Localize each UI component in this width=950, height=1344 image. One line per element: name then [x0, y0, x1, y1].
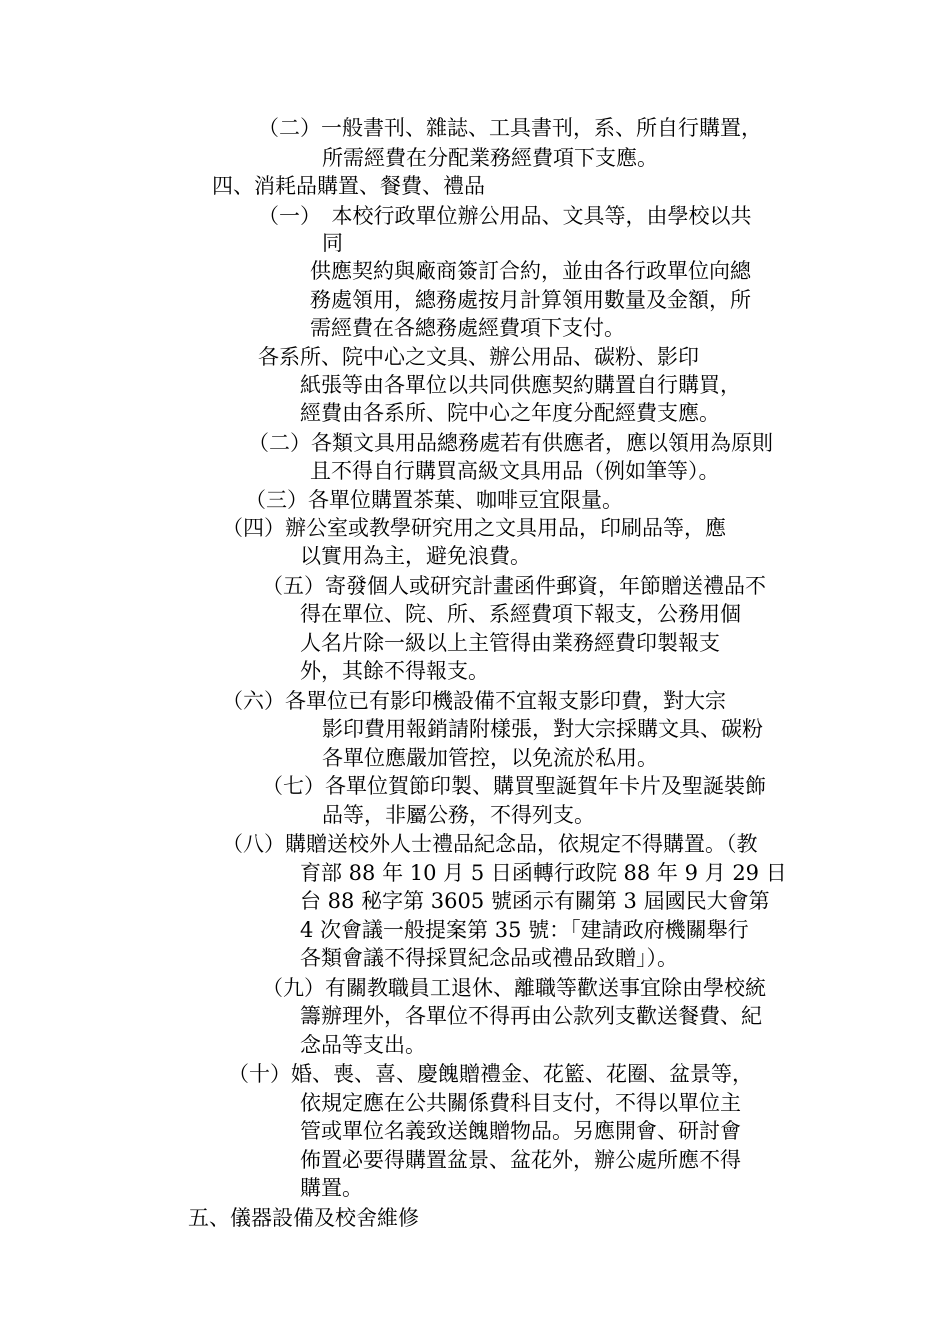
text-line: 經費由各系所、院中心之年度分配經費支應。 — [300, 401, 720, 425]
text-line: （五）寄發個人或研究計畫函件郵資，年節贈送禮品不 — [262, 574, 766, 598]
text-line: 以實用為主，避免浪費。 — [300, 544, 531, 568]
text-line: （七）各單位賀節印製、購買聖誕賀年卡片及聖誕裝飾 — [262, 774, 766, 798]
text-line: 紙張等由各單位以共同供應契約購置自行購買， — [300, 373, 741, 397]
text-line: 4 次會議一般提案第 35 號：「建請政府機關舉行 — [300, 918, 749, 942]
text-line: （一） 本校行政單位辦公用品、文具等，由學校以共 — [258, 204, 752, 228]
text-line: 影印費用報銷請附樣張，對大宗採購文具、碳粉 — [322, 717, 763, 741]
text-line: （二）一般書刊、雜誌、工具書刊，系、所自行購置， — [258, 116, 762, 140]
text-line: 購置。 — [300, 1176, 363, 1200]
text-line: 供應契約與廠商簽訂合約，並由各行政單位向總 — [310, 259, 751, 283]
text-line: 人名片除一級以上主管得由業務經費印製報支 — [300, 631, 720, 655]
text-line: 各系所、院中心之文具、辦公用品、碳粉、影印 — [258, 345, 699, 369]
text-line: 籌辦理外，各單位不得再由公款列支歡送餐費、紀 — [300, 1004, 762, 1028]
section-heading: 五、儀器設備及校舍維修 — [188, 1206, 419, 1230]
text-line: 品等，非屬公務，不得列支。 — [322, 803, 595, 827]
text-line: 且不得自行購買高級文具用品（例如筆等）。 — [310, 459, 720, 483]
text-line: （四）辦公室或教學研究用之文具用品，印刷品等，應 — [222, 516, 726, 540]
section-heading: 四、消耗品購置、餐費、禮品 — [212, 174, 485, 198]
text-line: 佈置必要得購置盆景、盆花外，辦公處所應不得 — [300, 1148, 741, 1172]
text-line: 同 — [322, 231, 343, 255]
text-line: 管或單位名義致送餽贈物品。另應開會、研討會 — [300, 1119, 741, 1143]
text-line: 外，其餘不得報支。 — [300, 659, 489, 683]
text-line: （十）婚、喪、喜、慶餽贈禮金、花籃、花圈、盆景等， — [228, 1062, 753, 1086]
text-line: 各類會議不得採買紀念品或禮品致贈」）。 — [300, 946, 678, 970]
text-line: 育部 88 年 10 月 5 日函轉行政院 88 年 9 月 29 日 — [300, 861, 787, 885]
text-line: 務處領用，總務處按月計算領用數量及金額，所 — [310, 288, 751, 312]
text-line: （九）有關教職員工退休、離職等歡送事宜除由學校統 — [262, 976, 766, 1000]
text-line: （三）各單位購置茶葉、咖啡豆宜限量。 — [245, 488, 623, 512]
text-line: （八）購贈送校外人士禮品紀念品，依規定不得購置。（教 — [222, 832, 758, 856]
text-line: 依規定應在公共關係費科目支付，不得以單位主 — [300, 1091, 741, 1115]
text-line: 各單位應嚴加管控，以免流於私用。 — [322, 746, 658, 770]
text-line: （二）各類文具用品總務處若有供應者，應以領用為原則 — [248, 431, 773, 455]
text-line: （六）各單位已有影印機設備不宜報支影印費，對大宗 — [222, 689, 726, 713]
text-line: 需經費在各總務處經費項下支付。 — [310, 316, 625, 340]
text-line: 念品等支出。 — [300, 1033, 426, 1057]
text-line: 台 88 秘字第 3605 號函示有關第 3 屆國民大會第 — [300, 889, 770, 913]
text-line: 得在單位、院、所、系經費項下報支，公務用個 — [300, 602, 741, 626]
text-line: 所需經費在分配業務經費項下支應。 — [322, 146, 658, 170]
